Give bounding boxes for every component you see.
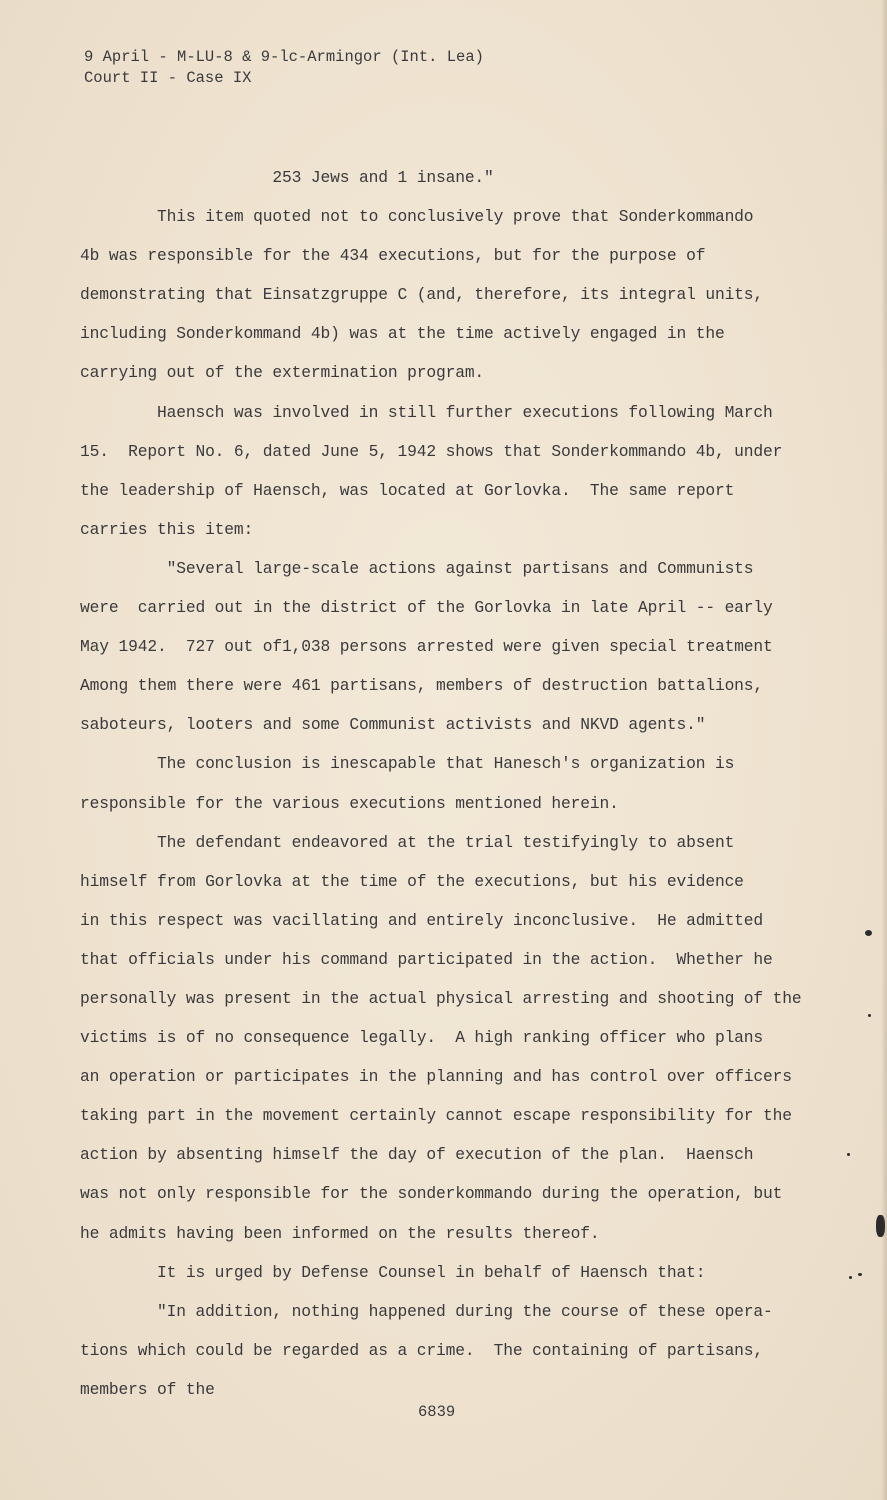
body-line: This item quoted not to conclusively prove that Sonderkommando [80,207,754,227]
scan-speck-mark [847,1153,850,1156]
body-line: carrying out of the extermination program. [80,363,485,383]
page-number: 6839 [418,1403,456,1421]
body-line: an operation or participates in the planning and has control over officers [80,1067,792,1087]
body-line: members of the [80,1379,215,1399]
body-line: "In addition, nothing happened during the course of these opera- [80,1301,773,1321]
scan-speck-mark [868,1014,871,1017]
body-line: carries this item: [80,519,254,539]
body-line: demonstrating that Einsatzgruppe C (and, therefore, its integral units, [80,285,764,305]
body-line: that officials under his command participated in the action. Whether he [80,949,773,969]
scan-speck-mark [865,930,872,936]
body-line: the leadership of Haensch, was located at Gorlovka. The same report [80,480,735,500]
scan-speck-mark [858,1273,862,1276]
body-line: saboteurs, looters and some Communist activists and NKVD agents." [80,715,706,735]
body-line: tions which could be regarded as a crime. The containing of partisans, [80,1340,764,1360]
body-line: responsible for the various executions mentioned herein. [80,793,619,813]
body-line: action by absenting himself the day of execution of the plan. Haensch [80,1145,754,1165]
page-edge-shadow [881,0,887,1500]
body-line: including Sonderkommand 4b) was at the time actively engaged in the [80,324,725,344]
body-line: It is urged by Defense Counsel in behalf of Haensch that: [80,1262,706,1282]
document-header [84,47,484,89]
body-line: he admits having been informed on the results thereof. [80,1223,600,1243]
body-line: The conclusion is inescapable that Hanesch's organization is [80,754,735,774]
body-line: taking part in the movement certainly cannot escape responsibility for the [80,1106,792,1126]
body-line: Among them there were 461 partisans, members of destruction battalions, [80,676,764,696]
body-line: Haensch was involved in still further executions following March [80,402,773,422]
body-line: 4b was responsible for the 434 executions, but for the purpose of [80,246,706,266]
header-line-1: 9 April - M-LU-8 & 9-lc-Armingor (Int. Lea) [84,48,484,66]
body-line: was not only responsible for the sonderkommando during the operation, but [80,1184,783,1204]
document-body [80,166,810,1417]
body-line: May 1942. 727 out of1,038 persons arrested were given special treatment [80,637,773,657]
header-line-2: Court II - Case IX [84,69,252,87]
body-line: himself from Gorlovka at the time of the executions, but his evidence [80,871,744,891]
scan-speck-mark [849,1276,852,1279]
body-line: The defendant endeavored at the trial testifyingly to absent [80,832,735,852]
body-line: 15. Report No. 6, dated June 5, 1942 shows that Sonderkommando 4b, under [80,441,783,461]
body-line: in this respect was vacillating and entirely inconclusive. He admitted [80,910,764,930]
body-line: "Several large-scale actions against partisans and Communists [80,558,754,578]
body-line: personally was present in the actual physical arresting and shooting of the [80,988,802,1008]
body-line: victims is of no consequence legally. A high ranking officer who plans [80,1028,764,1048]
body-line: were carried out in the district of the Gorlovka in late April -- early [80,598,773,618]
body-line: 253 Jews and 1 insane." [80,168,494,187]
